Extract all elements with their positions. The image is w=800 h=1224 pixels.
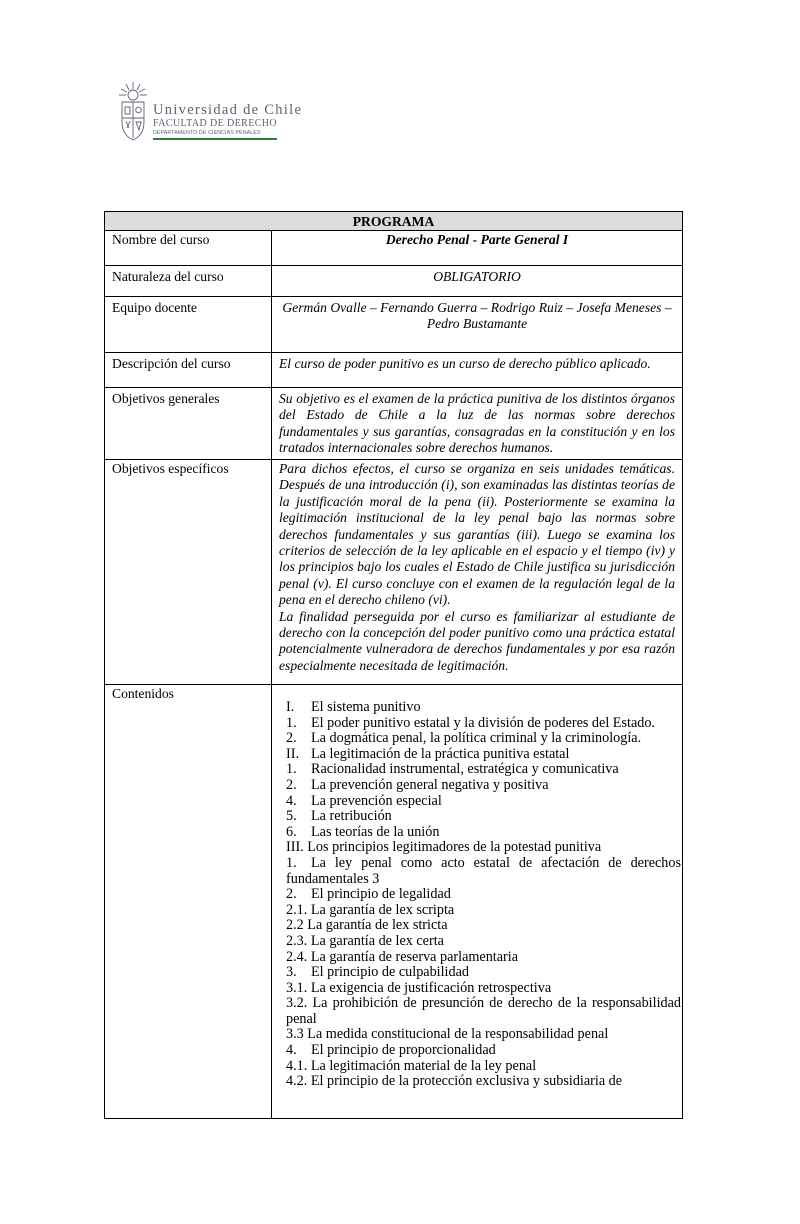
- list-item-text: El poder punitivo estatal y la división de poderes del Estado.: [311, 714, 655, 731]
- list-item: [286, 1027, 681, 1043]
- list-item-text: Las teorías de la unión: [311, 823, 440, 840]
- list-item-number: 4.: [286, 1042, 297, 1059]
- list-item: [286, 996, 681, 1027]
- list-item: [286, 934, 681, 950]
- row-label: Equipo docente: [105, 297, 272, 353]
- list-item: [286, 762, 681, 778]
- list-item: [286, 778, 681, 794]
- program-table: [104, 211, 683, 1119]
- list-item-text: 3.2. La prohibición de presunción de derecho de la responsabilidad penal: [286, 995, 681, 1027]
- general-objectives-value: Su objetivo es el examen de la práctica punitiva de los distintos órganos del Estado de Chile a la luz de las normas sobre derechos fundamentales y sus garantías, consagradas en la constitución y en los tratados internacionales sobre derechos humanos.: [272, 388, 683, 460]
- row-label: Nombre del curso: [105, 231, 272, 266]
- specific-objectives-value: [272, 460, 683, 685]
- list-item-text: La dogmática penal, la política criminal y la criminología.: [311, 730, 642, 747]
- list-item-text: 3.3 La medida constitucional de la responsabilidad penal: [286, 1026, 609, 1043]
- list-item: [286, 1043, 681, 1059]
- course-name-value: Derecho Penal - Parte General I: [272, 231, 683, 266]
- list-item-number: I.: [286, 699, 295, 715]
- list-item: [286, 950, 681, 966]
- contents-list: [286, 700, 681, 1090]
- program-heading-row: [105, 212, 683, 231]
- list-item-number: 2.: [286, 776, 297, 793]
- list-item: [286, 903, 681, 919]
- list-item-text: La ley penal como acto estatal de afectación de derechos fundamentales 3: [286, 854, 681, 887]
- list-item: [286, 747, 681, 763]
- list-item: [286, 716, 681, 732]
- list-item: [286, 981, 681, 997]
- list-item-number: 1.: [286, 714, 297, 731]
- list-item-number: 2.: [286, 730, 297, 747]
- specific-objectives-paragraph: La finalidad perseguida por el curso es familiarizar al estudiante de derecho con la concepción del poder punitivo como una práctica estatal potencialmente vulneradora de derechos fundamentales y por esa razón especialmente necesitada de legitimación.: [279, 608, 675, 673]
- list-item-number: 6.: [286, 823, 297, 840]
- list-item-text: III. Los principios legitimadores de la potestad punitiva: [286, 839, 602, 856]
- table-row: [105, 353, 683, 388]
- list-item-text: 4.1. La legitimación material de la ley penal: [286, 1057, 537, 1074]
- contents-value: [272, 685, 683, 1119]
- list-item-text: 2.2 La garantía de lex stricta: [286, 917, 448, 934]
- list-item: [286, 794, 681, 810]
- green-rule: [153, 138, 277, 140]
- teaching-team-value: Germán Ovalle – Fernando Guerra – Rodrigo Ruiz – Josefa Meneses – Pedro Bustamante: [272, 297, 683, 353]
- course-description-value: El curso de poder punitivo es un curso de derecho público aplicado.: [272, 353, 683, 388]
- list-item-text: Racionalidad instrumental, estratégica y comunicativa: [311, 761, 619, 778]
- list-item-number: 4.: [286, 792, 297, 809]
- table-row: [105, 266, 683, 297]
- list-item-text: 3.1. La exigencia de justificación retrospectiva: [286, 979, 552, 996]
- list-item-text: La prevención especial: [311, 792, 442, 809]
- row-label: Descripción del curso: [105, 353, 272, 388]
- list-item-text: El sistema punitivo: [311, 699, 421, 715]
- row-label: Objetivos generales: [105, 388, 272, 460]
- list-item: [286, 887, 681, 903]
- faculty-name: FACULTAD DE DERECHO: [153, 118, 278, 129]
- row-label: Naturaleza del curso: [105, 266, 272, 297]
- program-heading: PROGRAMA: [105, 212, 683, 231]
- list-item: [286, 1074, 681, 1090]
- list-item-text: 2.3. La garantía de lex certa: [286, 932, 444, 949]
- list-item-number: 3.: [286, 964, 297, 981]
- specific-objectives-paragraph: Para dichos efectos, el curso se organiza en seis unidades temáticas. Después de una introducción (i), son examinadas las distintas teorías de la justificación moral de la pena (ii). Posteriormente se examina la legitimación institucional de la ley penal bajo las normas sobre derechos fundamentales y sus garantías (iii). Luego se examina los criterios de selección de la ley aplicable en el espacio y el tiempo (iv) y los principios bajo los cuales el Estado de Chile justifica su jurisdicción penal (v). El curso concluye con el examen de la regulación legal de la pena en el derecho chileno (vi).: [279, 461, 675, 608]
- list-item: [286, 731, 681, 747]
- list-item-number: 5.: [286, 808, 297, 825]
- list-item: [286, 856, 681, 887]
- table-row: [105, 297, 683, 353]
- table-row: [105, 231, 683, 266]
- list-item: [286, 840, 681, 856]
- table-row: [105, 388, 683, 460]
- row-label: Objetivos específicos: [105, 460, 272, 685]
- row-label: Contenidos: [105, 685, 272, 1119]
- university-crest-icon: [117, 80, 149, 142]
- list-item-text: La legitimación de la práctica punitiva estatal: [311, 745, 570, 762]
- university-name: Universidad de Chile: [153, 102, 303, 118]
- list-item-number: 1.: [286, 761, 297, 778]
- list-item: [286, 965, 681, 981]
- list-item-text: El principio de culpabilidad: [311, 964, 469, 981]
- list-item-number: 2.: [286, 886, 297, 903]
- list-item-number: II.: [286, 745, 299, 762]
- list-item-text: 2.4. La garantía de reserva parlamentaria: [286, 948, 518, 965]
- list-item: [286, 825, 681, 841]
- letterhead: [117, 80, 303, 144]
- list-item: [286, 1059, 681, 1075]
- department-name: DEPARTAMENTO DE CIENCIAS PENALES: [153, 130, 261, 136]
- list-item-text: El principio de proporcionalidad: [311, 1042, 496, 1059]
- list-item-text: La retribución: [311, 808, 392, 825]
- list-item-text: La prevención general negativa y positiva: [311, 776, 549, 793]
- list-item-text: 4.2. El principio de la protección exclusiva y subsidiaria de: [286, 1073, 623, 1090]
- list-item: [286, 809, 681, 825]
- course-nature-value: OBLIGATORIO: [272, 266, 683, 297]
- table-row: [105, 460, 683, 685]
- list-item: [286, 918, 681, 934]
- list-item-text: 2.1. La garantía de lex scripta: [286, 901, 455, 918]
- list-item-text: El principio de legalidad: [311, 886, 451, 903]
- list-item-number: 1.: [286, 854, 297, 871]
- table-row: [105, 685, 683, 1119]
- list-item: [286, 700, 681, 716]
